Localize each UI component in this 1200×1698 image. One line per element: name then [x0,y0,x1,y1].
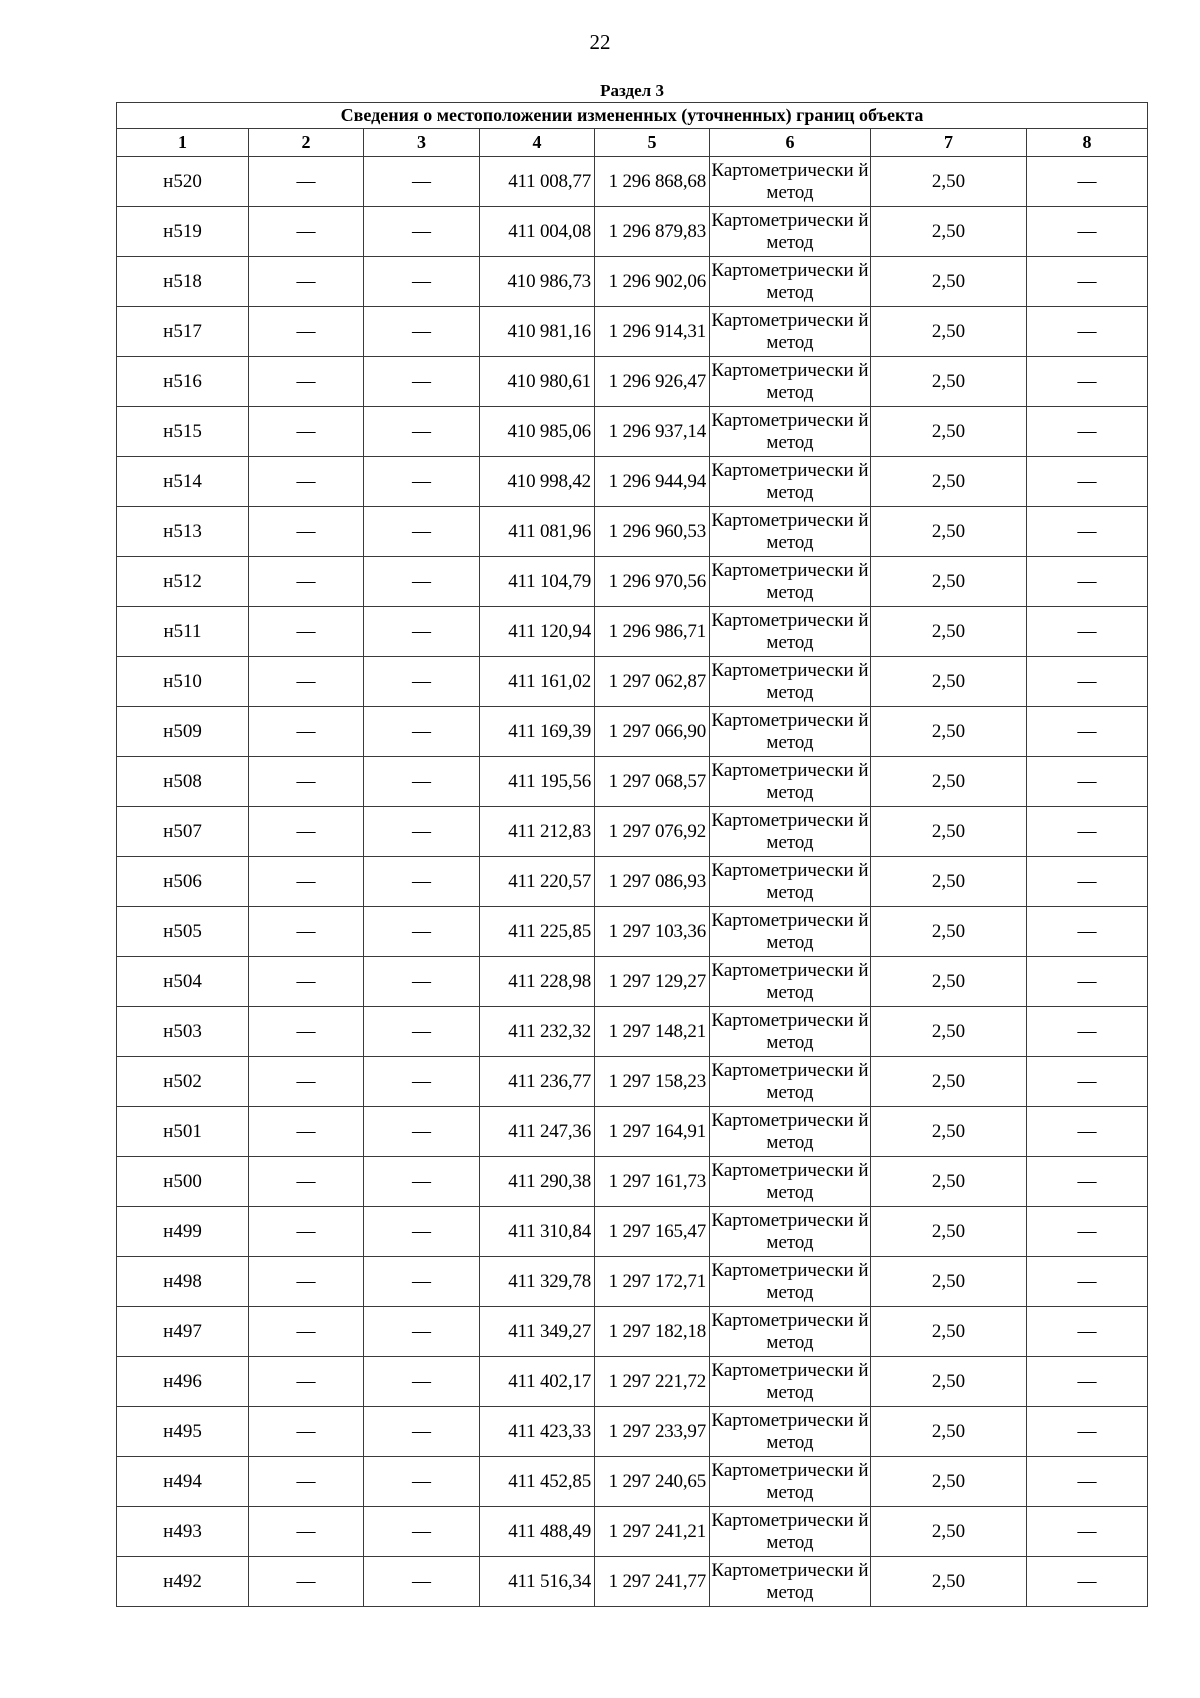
point-id-cell: н517 [117,307,249,357]
x-coordinate-cell: 411 423,33 [480,1407,595,1457]
x-coordinate-cell: 411 104,79 [480,557,595,607]
method-cell: Картометрически й метод [710,157,871,207]
col8-cell: — [1027,907,1148,957]
column-number: 5 [595,129,710,157]
accuracy-cell: 2,50 [871,507,1027,557]
point-id-cell: н516 [117,357,249,407]
col3-cell: — [364,1457,480,1507]
table-row [117,757,1148,807]
accuracy-cell: 2,50 [871,1457,1027,1507]
accuracy-cell: 2,50 [871,1057,1027,1107]
col3-cell: — [364,207,480,257]
boundary-table [116,80,1148,1607]
column-number-row [117,129,1148,157]
page-number: 22 [589,30,611,54]
col3-cell: — [364,857,480,907]
point-id-cell: н495 [117,1407,249,1457]
accuracy-cell: 2,50 [871,1357,1027,1407]
method-cell: Картометрически й метод [710,357,871,407]
column-number: 1 [117,129,249,157]
col3-cell: — [364,557,480,607]
method-cell: Картометрически й метод [710,557,871,607]
point-id-cell: н512 [117,557,249,607]
table-row [117,457,1148,507]
x-coordinate-cell: 410 998,42 [480,457,595,507]
y-coordinate-cell: 1 296 868,68 [595,157,710,207]
x-coordinate-cell: 411 120,94 [480,607,595,657]
table-row [117,807,1148,857]
table-row [117,857,1148,907]
x-coordinate-cell: 411 169,39 [480,707,595,757]
col8-cell: — [1027,707,1148,757]
col3-cell: — [364,157,480,207]
accuracy-cell: 2,50 [871,157,1027,207]
table-row [117,1157,1148,1207]
y-coordinate-cell: 1 297 129,27 [595,957,710,1007]
x-coordinate-cell: 411 081,96 [480,507,595,557]
x-coordinate-cell: 411 220,57 [480,857,595,907]
accuracy-cell: 2,50 [871,307,1027,357]
table-row [117,557,1148,607]
col8-cell: — [1027,207,1148,257]
col2-cell: — [249,907,364,957]
x-coordinate-cell: 410 985,06 [480,407,595,457]
y-coordinate-cell: 1 297 165,47 [595,1207,710,1257]
method-cell: Картометрически й метод [710,1457,871,1507]
method-cell: Картометрически й метод [710,257,871,307]
col8-cell: — [1027,1207,1148,1257]
table-row [117,1307,1148,1357]
x-coordinate-cell: 411 008,77 [480,157,595,207]
method-cell: Картометрически й метод [710,1007,871,1057]
y-coordinate-cell: 1 296 902,06 [595,257,710,307]
table-row [117,257,1148,307]
section-title: Раздел 3 [600,81,664,100]
col3-cell: — [364,807,480,857]
col3-cell: — [364,507,480,557]
point-id-cell: н501 [117,1107,249,1157]
point-id-cell: н500 [117,1157,249,1207]
col2-cell: — [249,1307,364,1357]
col2-cell: — [249,1457,364,1507]
table-row [117,407,1148,457]
col8-cell: — [1027,1507,1148,1557]
col2-cell: — [249,557,364,607]
col8-cell: — [1027,557,1148,607]
point-id-cell: н499 [117,1207,249,1257]
col3-cell: — [364,607,480,657]
col2-cell: — [249,1407,364,1457]
accuracy-cell: 2,50 [871,907,1027,957]
accuracy-cell: 2,50 [871,1007,1027,1057]
col2-cell: — [249,157,364,207]
table-row [117,507,1148,557]
method-cell: Картометрически й метод [710,957,871,1007]
table-row [117,1257,1148,1307]
y-coordinate-cell: 1 297 066,90 [595,707,710,757]
method-cell: Картометрически й метод [710,1207,871,1257]
y-coordinate-cell: 1 296 944,94 [595,457,710,507]
y-coordinate-cell: 1 297 148,21 [595,1007,710,1057]
col2-cell: — [249,407,364,457]
col2-cell: — [249,1207,364,1257]
accuracy-cell: 2,50 [871,1207,1027,1257]
col2-cell: — [249,1507,364,1557]
y-coordinate-cell: 1 297 221,72 [595,1357,710,1407]
col2-cell: — [249,457,364,507]
method-cell: Картометрически й метод [710,1357,871,1407]
x-coordinate-cell: 410 980,61 [480,357,595,407]
y-coordinate-cell: 1 296 926,47 [595,357,710,407]
accuracy-cell: 2,50 [871,1507,1027,1557]
table-row [117,1557,1148,1607]
y-coordinate-cell: 1 297 241,77 [595,1557,710,1607]
x-coordinate-cell: 411 290,38 [480,1157,595,1207]
col3-cell: — [364,1107,480,1157]
col3-cell: — [364,1507,480,1557]
accuracy-cell: 2,50 [871,857,1027,907]
col3-cell: — [364,1157,480,1207]
col2-cell: — [249,957,364,1007]
accuracy-cell: 2,50 [871,607,1027,657]
method-cell: Картометрически й метод [710,1157,871,1207]
x-coordinate-cell: 411 516,34 [480,1557,595,1607]
col8-cell: — [1027,507,1148,557]
col2-cell: — [249,1007,364,1057]
col3-cell: — [364,907,480,957]
method-cell: Картометрически й метод [710,757,871,807]
point-id-cell: н507 [117,807,249,857]
x-coordinate-cell: 411 310,84 [480,1207,595,1257]
point-id-cell: н505 [117,907,249,957]
x-coordinate-cell: 411 225,85 [480,907,595,957]
y-coordinate-cell: 1 296 986,71 [595,607,710,657]
col8-cell: — [1027,607,1148,657]
col3-cell: — [364,307,480,357]
accuracy-cell: 2,50 [871,1407,1027,1457]
method-cell: Картометрически й метод [710,707,871,757]
x-coordinate-cell: 411 004,08 [480,207,595,257]
y-coordinate-cell: 1 297 103,36 [595,907,710,957]
table-row [117,1207,1148,1257]
method-cell: Картометрически й метод [710,1057,871,1107]
col2-cell: — [249,207,364,257]
point-id-cell: н494 [117,1457,249,1507]
col2-cell: — [249,357,364,407]
accuracy-cell: 2,50 [871,957,1027,1007]
column-number: 2 [249,129,364,157]
table-row [117,357,1148,407]
accuracy-cell: 2,50 [871,1307,1027,1357]
col2-cell: — [249,257,364,307]
accuracy-cell: 2,50 [871,707,1027,757]
table-row [117,607,1148,657]
column-number: 4 [480,129,595,157]
accuracy-cell: 2,50 [871,1157,1027,1207]
y-coordinate-cell: 1 297 172,71 [595,1257,710,1307]
col3-cell: — [364,1557,480,1607]
point-id-cell: н519 [117,207,249,257]
y-coordinate-cell: 1 297 086,93 [595,857,710,907]
table-row [117,1357,1148,1407]
table-row [117,157,1148,207]
point-id-cell: н493 [117,1507,249,1557]
col2-cell: — [249,607,364,657]
col8-cell: — [1027,307,1148,357]
accuracy-cell: 2,50 [871,807,1027,857]
x-coordinate-cell: 411 236,77 [480,1057,595,1107]
point-id-cell: н515 [117,407,249,457]
accuracy-cell: 2,50 [871,757,1027,807]
col8-cell: — [1027,757,1148,807]
col3-cell: — [364,1407,480,1457]
col2-cell: — [249,857,364,907]
point-id-cell: н498 [117,1257,249,1307]
col3-cell: — [364,1257,480,1307]
col8-cell: — [1027,1057,1148,1107]
point-id-cell: н510 [117,657,249,707]
point-id-cell: н511 [117,607,249,657]
method-cell: Картометрически й метод [710,207,871,257]
col2-cell: — [249,507,364,557]
y-coordinate-cell: 1 296 970,56 [595,557,710,607]
x-coordinate-cell: 411 212,83 [480,807,595,857]
col8-cell: — [1027,257,1148,307]
col8-cell: — [1027,957,1148,1007]
col8-cell: — [1027,1157,1148,1207]
table-row [117,307,1148,357]
col8-cell: — [1027,157,1148,207]
col8-cell: — [1027,1357,1148,1407]
x-coordinate-cell: 411 452,85 [480,1457,595,1507]
x-coordinate-cell: 411 402,17 [480,1357,595,1407]
point-id-cell: н502 [117,1057,249,1107]
point-id-cell: н506 [117,857,249,907]
table-row [117,707,1148,757]
y-coordinate-cell: 1 297 062,87 [595,657,710,707]
col2-cell: — [249,757,364,807]
y-coordinate-cell: 1 297 233,97 [595,1407,710,1457]
y-coordinate-cell: 1 296 937,14 [595,407,710,457]
accuracy-cell: 2,50 [871,657,1027,707]
col3-cell: — [364,757,480,807]
point-id-cell: н504 [117,957,249,1007]
method-cell: Картометрически й метод [710,307,871,357]
col8-cell: — [1027,657,1148,707]
accuracy-cell: 2,50 [871,1107,1027,1157]
table-row [117,1107,1148,1157]
col3-cell: — [364,457,480,507]
method-cell: Картометрически й метод [710,507,871,557]
col8-cell: — [1027,1457,1148,1507]
table-row [117,1407,1148,1457]
col2-cell: — [249,307,364,357]
col2-cell: — [249,1107,364,1157]
point-id-cell: н503 [117,1007,249,1057]
table-row [117,657,1148,707]
col3-cell: — [364,1057,480,1107]
point-id-cell: н496 [117,1357,249,1407]
method-cell: Картометрически й метод [710,657,871,707]
col3-cell: — [364,257,480,307]
y-coordinate-cell: 1 296 960,53 [595,507,710,557]
column-number: 7 [871,129,1027,157]
method-cell: Картометрически й метод [710,407,871,457]
x-coordinate-cell: 411 329,78 [480,1257,595,1307]
col8-cell: — [1027,1407,1148,1457]
method-cell: Картометрически й метод [710,1107,871,1157]
col2-cell: — [249,1257,364,1307]
col3-cell: — [364,1357,480,1407]
accuracy-cell: 2,50 [871,1257,1027,1307]
table-row [117,957,1148,1007]
col2-cell: — [249,807,364,857]
x-coordinate-cell: 411 247,36 [480,1107,595,1157]
col2-cell: — [249,657,364,707]
y-coordinate-cell: 1 297 076,92 [595,807,710,857]
method-cell: Картометрически й метод [710,1307,871,1357]
col3-cell: — [364,1007,480,1057]
table-row [117,1057,1148,1107]
x-coordinate-cell: 411 488,49 [480,1507,595,1557]
col8-cell: — [1027,1007,1148,1057]
x-coordinate-cell: 411 195,56 [480,757,595,807]
y-coordinate-cell: 1 297 164,91 [595,1107,710,1157]
method-cell: Картометрически й метод [710,607,871,657]
col3-cell: — [364,407,480,457]
col2-cell: — [249,1357,364,1407]
y-coordinate-cell: 1 297 182,18 [595,1307,710,1357]
y-coordinate-cell: 1 297 241,21 [595,1507,710,1557]
method-cell: Картометрически й метод [710,1407,871,1457]
col3-cell: — [364,1307,480,1357]
column-number: 3 [364,129,480,157]
method-cell: Картометрически й метод [710,1507,871,1557]
x-coordinate-cell: 410 981,16 [480,307,595,357]
method-cell: Картометрически й метод [710,857,871,907]
accuracy-cell: 2,50 [871,357,1027,407]
col3-cell: — [364,707,480,757]
col3-cell: — [364,1207,480,1257]
method-cell: Картометрически й метод [710,807,871,857]
point-id-cell: н497 [117,1307,249,1357]
accuracy-cell: 2,50 [871,457,1027,507]
table-row [117,207,1148,257]
point-id-cell: н513 [117,507,249,557]
col8-cell: — [1027,857,1148,907]
table-row [117,1457,1148,1507]
method-cell: Картометрически й метод [710,1557,871,1607]
method-cell: Картометрически й метод [710,907,871,957]
col8-cell: — [1027,407,1148,457]
col8-cell: — [1027,1257,1148,1307]
accuracy-cell: 2,50 [871,257,1027,307]
accuracy-cell: 2,50 [871,207,1027,257]
accuracy-cell: 2,50 [871,1557,1027,1607]
y-coordinate-cell: 1 297 240,65 [595,1457,710,1507]
col8-cell: — [1027,457,1148,507]
point-id-cell: н509 [117,707,249,757]
accuracy-cell: 2,50 [871,557,1027,607]
y-coordinate-cell: 1 297 158,23 [595,1057,710,1107]
col8-cell: — [1027,807,1148,857]
col2-cell: — [249,1557,364,1607]
point-id-cell: н492 [117,1557,249,1607]
col2-cell: — [249,1057,364,1107]
point-id-cell: н520 [117,157,249,207]
accuracy-cell: 2,50 [871,407,1027,457]
x-coordinate-cell: 410 986,73 [480,257,595,307]
col3-cell: — [364,957,480,1007]
x-coordinate-cell: 411 349,27 [480,1307,595,1357]
col3-cell: — [364,357,480,407]
col8-cell: — [1027,357,1148,407]
method-cell: Картометрически й метод [710,457,871,507]
table-row [117,1507,1148,1557]
method-cell: Картометрически й метод [710,1257,871,1307]
col8-cell: — [1027,1557,1148,1607]
y-coordinate-cell: 1 296 879,83 [595,207,710,257]
col3-cell: — [364,657,480,707]
table-title: Сведения о местоположении измененных (уточненных) границ объекта [117,103,1148,129]
column-number: 8 [1027,129,1148,157]
point-id-cell: н514 [117,457,249,507]
x-coordinate-cell: 411 161,02 [480,657,595,707]
table-row [117,907,1148,957]
point-id-cell: н508 [117,757,249,807]
y-coordinate-cell: 1 297 068,57 [595,757,710,807]
column-number: 6 [710,129,871,157]
col8-cell: — [1027,1307,1148,1357]
table-row [117,1007,1148,1057]
x-coordinate-cell: 411 228,98 [480,957,595,1007]
x-coordinate-cell: 411 232,32 [480,1007,595,1057]
col8-cell: — [1027,1107,1148,1157]
y-coordinate-cell: 1 296 914,31 [595,307,710,357]
point-id-cell: н518 [117,257,249,307]
col2-cell: — [249,707,364,757]
y-coordinate-cell: 1 297 161,73 [595,1157,710,1207]
col2-cell: — [249,1157,364,1207]
table-body [117,157,1148,1607]
